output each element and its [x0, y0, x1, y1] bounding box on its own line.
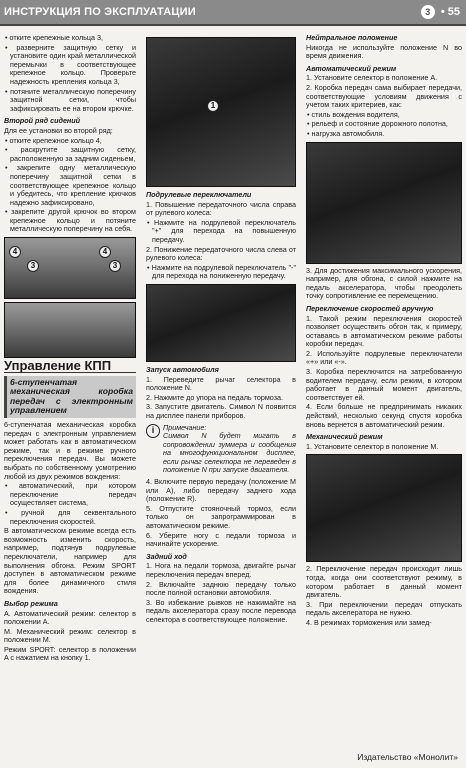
paragraph: 6-ступенчатая механическая коробка передач с электронным управлением может работать как в автоматическом режиме, так и в режиме ручного переключения передач. Вы можете выбрать по собственному усмотрению любой из двух режимов вождения:	[4, 420, 136, 481]
column-3	[306, 34, 462, 629]
paragraph: 1. Переведите рычаг селектора в положение N.	[146, 374, 296, 393]
subheading: Автоматический режим	[306, 63, 397, 73]
paragraph: • закрепите одну металлическую поперечину защитной сетки в соответствующее крепежное кольцо и убедитесь, что крепление крючков надежно зафиксировано,	[5, 163, 136, 207]
paragraph: 1. Повышение передаточного числа справа от рулевого колеса:	[146, 199, 296, 218]
paragraph: 3. Коробка переключится на затребованную водителем передачу, если режим, в котором работает в данный момент двигатель, соответствует ей.	[306, 367, 462, 402]
paragraph: 3. Для достижения максимального ускорения, например, для обгона, с силой нажмите на педаль акселератора, чтобы преодолеть точку сопротивление ее перемещению.	[306, 265, 462, 301]
subheading: Механический режим	[306, 432, 383, 442]
callout-badge: 3	[27, 260, 39, 272]
paragraph: Режим SPORT: селектор в положении A с нажатием на кнопку 1.	[4, 644, 136, 663]
page-number-prefix: •	[440, 5, 445, 18]
info-icon: i	[146, 424, 160, 438]
page-number: 55	[447, 5, 460, 18]
subheading: Подрулевые переключатели	[146, 190, 252, 199]
paragraph: 2. Включайте заднюю передачу только после полной остановки автомобиля.	[146, 579, 296, 598]
subheading: Нейтральное положение	[306, 33, 398, 42]
subheading: Выбор режима	[4, 598, 58, 608]
callout-badge: 3	[109, 260, 121, 272]
paragraph: 4. Включите первую передачу (положение M или A), либо передачу заднего хода (положение R).	[146, 477, 296, 504]
column-1	[4, 34, 136, 664]
paragraph: • отките крепежные кольца 3,	[5, 33, 104, 42]
cargo-net-photo-bottom	[4, 302, 136, 358]
paragraph: • стиль вождения водителя,	[307, 109, 400, 119]
selector-manual-photo	[306, 454, 462, 562]
paragraph: 3. Запустите двигатель. Символ N появится на дисплее панели приборов.	[146, 402, 296, 420]
callout-badge: 4	[99, 246, 111, 258]
header-title: ИНСТРУКЦИЯ ПО ЭКСПЛУАТАЦИИ	[4, 6, 196, 18]
paragraph: В автоматическом режиме всегда есть возможность изменить скорость, например, подтянув подрулевые переключатели, например для выполнения обгона. Режим SPORT доступен в автоматическом режиме для более динамичного стиля вождения.	[4, 526, 136, 596]
publisher-footer: Издательство «Монолит»	[357, 752, 458, 762]
paragraph: 2. Используйте подрулевые переключатели «+» или «-».	[306, 348, 462, 367]
paragraph: • Нажмите на подрулевой переключатель "+" для перехода на повышенную передачу.	[147, 217, 296, 244]
paragraph: 1. Нога на педали тормоза, двигайте рычаг переключения передач вперед.	[146, 561, 296, 579]
paragraph: 2. Коробка передач сама выбирает передачи, соответствующие условиям движения с учетом таких критериев, как:	[306, 82, 462, 110]
paragraph: 1. Такой режим переключения скоростей позволяет осуществить обгон так, к примеру, оставаясь в автоматическом режиме работы коробки передач.	[306, 313, 462, 349]
paragraph: 3. При переключении передач отпускать педаль акселератора не нужно.	[306, 599, 462, 618]
paragraph: 1. Установите селектор в положение A.	[306, 73, 438, 83]
page-header	[0, 0, 466, 26]
language-badge: 3	[421, 5, 435, 19]
paragraph: 2. Нажмите до упора на педаль тормоза.	[146, 392, 283, 402]
paragraph: 2. Переключение передач происходит лишь тогда, когда они соответствуют режиму, в котором работает в данный момент двигатель.	[306, 564, 462, 600]
paragraph: • потяните металлическую поперечину защитной сетки, чтобы зафиксировать ее на втором крючке.	[5, 86, 136, 113]
callout-badge: 1	[207, 100, 219, 112]
gear-selector-photo	[146, 37, 296, 187]
page-number-block	[421, 5, 460, 19]
note-box	[146, 424, 296, 476]
paragraph: 3. Во избежание рывков не нажимайте на педаль акселератора сразу после перевода селектора в соответствующее положение.	[146, 597, 296, 624]
note-text: Символ N будет мигать в сопровождении зуммера и сообщения на многофункциональном дисплее, если рычаг селектора не переведен в положение N при запуске двигателя.	[163, 431, 296, 475]
paragraph: • автоматический, при котором переключение передач осуществляет система,	[5, 481, 136, 508]
paragraph: 6. Уберите ногу с педали тормоза и начинайте ускорение.	[146, 530, 296, 549]
selector-automatic-photo	[306, 142, 462, 264]
subheading: Второй ряд сидений	[4, 116, 81, 126]
column-2	[146, 34, 296, 626]
paragraph: Никогда не используйте положение N во время движения.	[306, 42, 462, 61]
callout-badge: 4	[9, 246, 21, 258]
note-title: Примечание:	[163, 422, 207, 432]
paragraph: 5. Отпустите стояночный тормоз, если только он запрограммирован в автоматическом режиме.	[146, 503, 296, 531]
paragraph: • нагрузка автомобиля.	[307, 128, 385, 138]
paragraph: • ручной для секвентального переключения скоростей.	[5, 507, 136, 526]
paragraph: • закрепите другой крючок во втором крепежное кольцо и потяните металлическую поперечину на себя.	[5, 207, 136, 234]
paragraph: • рельеф и состояние дорожного полотна,	[307, 119, 448, 129]
subheading: Задний ход	[146, 551, 187, 561]
subheading: Запуск автомобиля	[146, 364, 219, 374]
subheading: Переключение скоростей вручную	[306, 303, 434, 313]
paragraph: • раскрутите защитную сетку, расположенную за задним сиденьем,	[5, 145, 136, 163]
steering-wheel-photo	[146, 284, 296, 362]
cargo-net-photo-top	[4, 237, 136, 299]
paragraph: Для ее установки во второй ряд:	[4, 125, 113, 135]
section-title: Управление КПП	[4, 362, 136, 373]
paragraph: 4. Если больше не предпринимать никаких действий, несколько секунд спустя коробка вновь вернется в автоматический режим.	[306, 402, 462, 429]
paragraph: A. Автоматический режим: селектор в положении A.	[4, 608, 136, 627]
paragraph: 2. Понижение передаточного числа слева от рулевого колеса:	[146, 244, 296, 263]
paragraph: • разверните защитную сетку и установите один край металлической перемычки в соответствующее крепежное кольцо. Проверьте надежность крепления кольца 3,	[5, 42, 136, 86]
paragraph: 4. В режимах торможения или замед-	[306, 617, 432, 627]
paragraph: M. Механический режим: селектор в положении M.	[4, 626, 136, 645]
subsection-title: 6-ступенчатая механическая коробка передач с электронным управлением	[4, 376, 136, 418]
paragraph: • Нажмите на подрулевой переключатель "-" для перехода на пониженную передачу.	[147, 262, 296, 281]
paragraph: 1. Установите селектор в положение M.	[306, 441, 439, 451]
paragraph: • отките крепежное кольцо 4,	[5, 135, 102, 145]
